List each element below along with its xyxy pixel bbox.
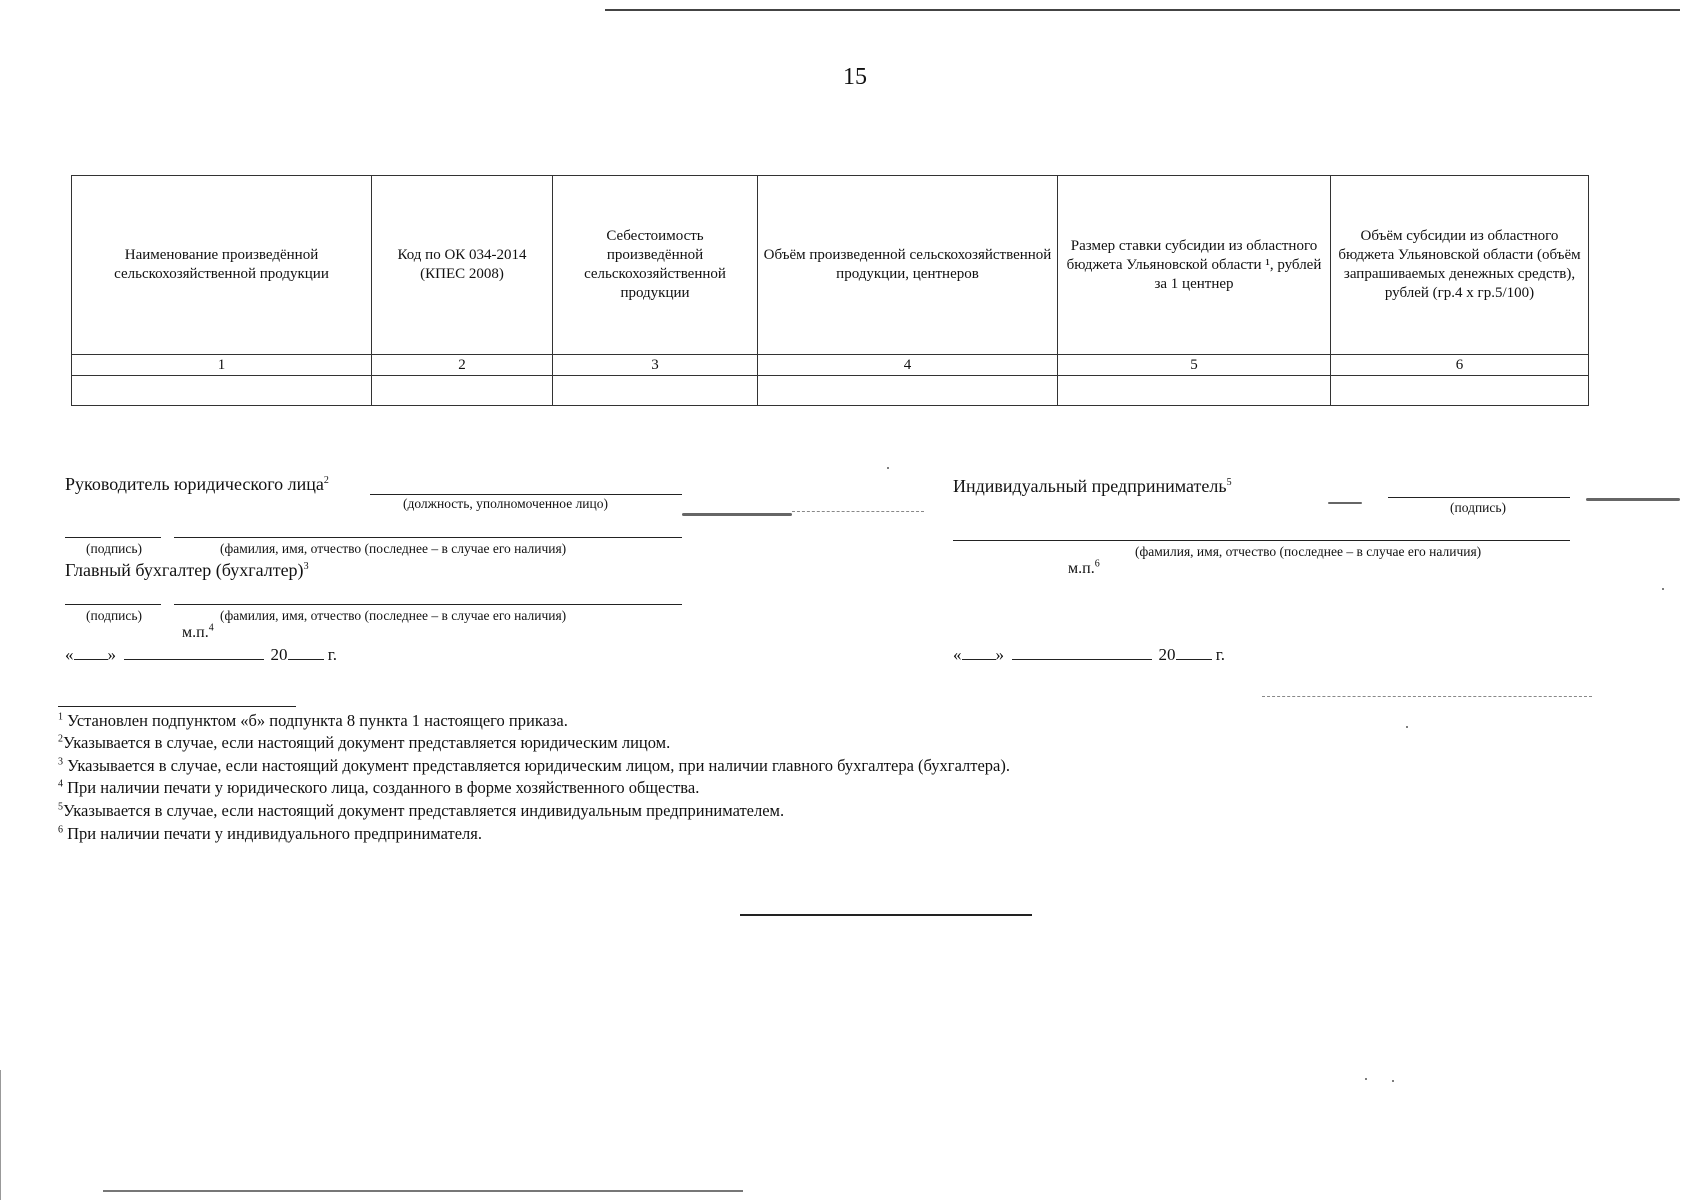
header-cost: Себестоимость произведённой сельскохозяйственной продукции <box>553 176 758 355</box>
table-cell[interactable] <box>72 376 372 406</box>
footnote-ref: 4 <box>208 622 214 634</box>
fio-caption-2: (фамилия, имя, отчество (последнее – в случае его наличия) <box>220 608 567 623</box>
page-number: 15 <box>843 64 867 90</box>
top-border-line <box>605 9 1680 11</box>
position-caption: (должность, уполномоченное лицо) <box>403 496 608 511</box>
table-cell[interactable] <box>1331 376 1589 406</box>
table-header-row <box>72 176 1589 355</box>
date-month-field[interactable] <box>1012 645 1152 660</box>
accountant-label-text: Главный бухгалтер (бухгалтер) <box>65 560 304 580</box>
scan-dash <box>792 511 924 512</box>
footnote-text: Указывается в случае, если настоящий документ представляется индивидуальным предпринимателем. <box>63 801 785 820</box>
column-number: 3 <box>553 355 758 376</box>
date-day-field[interactable] <box>74 645 108 660</box>
footnote <box>58 732 670 754</box>
scan-speck <box>887 467 889 469</box>
scan-dash <box>1262 696 1592 697</box>
footnote-text: При наличии печати у юридического лица, созданного в форме хозяйственного общества. <box>67 778 700 797</box>
footnote-mark: 6 <box>58 824 63 836</box>
footnote-text: Указывается в случае, если настоящий документ представляется юридическим лицом. <box>63 733 671 752</box>
footnote-text: Указывается в случае, если настоящий документ представляется юридическим лицом, при наличии главного бухгалтера (бухгалтера). <box>67 756 1010 775</box>
footnote-mark: 2 <box>58 733 63 745</box>
ip-label-text: Индивидуальный предприниматель <box>953 476 1227 496</box>
footnote-separator <box>58 706 296 707</box>
date-quote-open: « <box>953 645 962 664</box>
stamp-text: м.п. <box>182 624 209 641</box>
signature-caption: (подпись) <box>86 541 143 556</box>
footnote-ref: 2 <box>323 475 329 486</box>
column-number: 2 <box>372 355 553 376</box>
footnote <box>58 755 1010 777</box>
position-line[interactable] <box>370 494 682 495</box>
header-volume: Объём произведенной сельскохозяйственной продукции, центнеров <box>758 176 1058 355</box>
footnote <box>58 777 699 799</box>
subsidy-table <box>71 175 1589 406</box>
footnote <box>58 800 784 822</box>
scan-speck <box>1662 588 1664 590</box>
signature-caption-2: (подпись) <box>86 608 143 623</box>
footnote-ref: 5 <box>1226 477 1232 488</box>
table-cell[interactable] <box>553 376 758 406</box>
date-day-field[interactable] <box>962 645 996 660</box>
header-subsidy-volume: Объём субсидии из областного бюджета Ульяновской области (объём запрашиваемых денежных средств), рублей (гр.4 х гр.5/100) <box>1331 176 1589 355</box>
date-year: 20 <box>270 645 288 664</box>
column-number: 5 <box>1058 355 1331 376</box>
scan-smudge <box>1328 502 1362 504</box>
date-month-field[interactable] <box>124 645 264 660</box>
table-column-numbers <box>72 355 1589 376</box>
closing-line <box>740 914 1032 916</box>
date-suffix: г. <box>1215 645 1226 664</box>
date-year-field[interactable] <box>1176 645 1212 660</box>
stamp-label <box>182 624 214 642</box>
column-number: 6 <box>1331 355 1589 376</box>
ip-fio-caption: (фамилия, имя, отчество (последнее – в случае его наличия) <box>1135 544 1482 559</box>
fio-line-2[interactable] <box>174 604 682 605</box>
footnote <box>58 710 568 732</box>
header-product-name: Наименование произведённой сельскохозяйственной продукции <box>72 176 372 355</box>
bottom-scan-line <box>103 1190 743 1192</box>
fio-caption: (фамилия, имя, отчество (последнее – в случае его наличия) <box>220 541 567 556</box>
column-number: 1 <box>72 355 372 376</box>
date-row <box>65 645 337 665</box>
scan-speck <box>1392 1080 1394 1082</box>
signature-line-2[interactable] <box>65 604 161 605</box>
footnote-mark: 3 <box>58 756 63 768</box>
column-number: 4 <box>758 355 1058 376</box>
scan-smudge <box>1586 498 1680 501</box>
scan-smudge <box>682 513 792 516</box>
ip-signature-caption: (подпись) <box>1450 500 1507 515</box>
ip-fio-line[interactable] <box>953 540 1570 541</box>
date-quote-open: « <box>65 645 74 664</box>
left-scan-edge <box>0 1070 1 1200</box>
scan-speck <box>1406 726 1408 728</box>
table-row <box>72 376 1589 406</box>
date-suffix: г. <box>327 645 338 664</box>
fio-line[interactable] <box>174 537 682 538</box>
ip-date-row <box>953 645 1225 665</box>
footnote-mark: 5 <box>58 801 63 813</box>
header-okpd-code: Код по ОК 034-2014 (КПЕС 2008) <box>372 176 553 355</box>
footnote-ref: 3 <box>303 561 309 572</box>
date-year-field[interactable] <box>288 645 324 660</box>
table-cell[interactable] <box>372 376 553 406</box>
head-label <box>65 474 329 495</box>
ip-stamp-text: м.п. <box>1068 560 1095 577</box>
footnote-ref: 6 <box>1094 558 1100 570</box>
table-cell[interactable] <box>758 376 1058 406</box>
ip-label <box>953 476 1232 497</box>
signature-line[interactable] <box>65 537 161 538</box>
header-rate: Размер ставки субсидии из областного бюджета Ульяновской области ¹, рублей за 1 центнер <box>1058 176 1331 355</box>
date-year: 20 <box>1158 645 1176 664</box>
ip-signature-line[interactable] <box>1388 497 1570 498</box>
date-quote-close: » <box>107 645 116 664</box>
footnote-text: Установлен подпунктом «б» подпункта 8 пункта 1 настоящего приказа. <box>67 711 568 730</box>
ip-stamp-label <box>1068 560 1100 578</box>
date-quote-close: » <box>995 645 1004 664</box>
scan-speck <box>1365 1078 1367 1080</box>
head-label-text: Руководитель юридического лица <box>65 474 324 494</box>
footnote <box>58 823 482 845</box>
table-cell[interactable] <box>1058 376 1331 406</box>
footnote-text: При наличии печати у индивидуального предпринимателя. <box>67 824 483 843</box>
accountant-label <box>65 560 309 581</box>
footnote-mark: 4 <box>58 778 63 790</box>
footnote-mark: 1 <box>58 711 63 723</box>
